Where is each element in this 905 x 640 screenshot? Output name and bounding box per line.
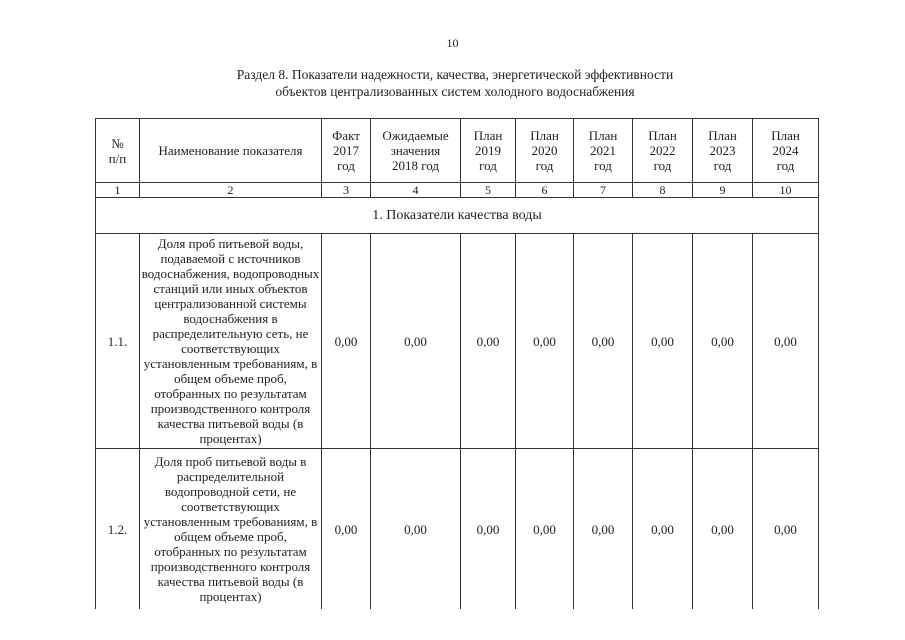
value-cell: 0,00 bbox=[371, 449, 461, 610]
header-plan-2019: План 2019 год bbox=[461, 119, 516, 183]
title-line-2: объектов централизованных систем холодного водоснабжения bbox=[275, 84, 635, 99]
value-cell: 0,00 bbox=[633, 234, 693, 449]
value-cell: 0,00 bbox=[753, 234, 819, 449]
table-row bbox=[96, 449, 819, 610]
value-cell: 0,00 bbox=[516, 449, 574, 610]
indicator-description: Доля проб питьевой воды, подаваемой с источников водоснабжения, водопроводных станций или иных объектов централизованной системы водоснабжения в распределительную сеть, не соответствующих установленным требованиям, в общем объеме проб, отобранных по результатам производственного контроля качества питьевой воды (в процентах) bbox=[140, 234, 322, 449]
section-row bbox=[96, 198, 819, 234]
header-expected-2018: Ожидаемые значения 2018 год bbox=[371, 119, 461, 183]
section-title bbox=[95, 66, 815, 100]
value-cell: 0,00 bbox=[633, 449, 693, 610]
header-no: № п/п bbox=[96, 119, 140, 183]
header-plan-2022: План 2022 год bbox=[633, 119, 693, 183]
header-plan-2023: План 2023 год bbox=[693, 119, 753, 183]
value-cell: 0,00 bbox=[322, 234, 371, 449]
title-line-1: Раздел 8. Показатели надежности, качества, энергетической эффективности bbox=[236, 67, 674, 82]
column-number: 3 bbox=[322, 183, 371, 198]
column-number: 1 bbox=[96, 183, 140, 198]
value-cell: 0,00 bbox=[322, 449, 371, 610]
column-number: 7 bbox=[574, 183, 633, 198]
value-cell: 0,00 bbox=[461, 234, 516, 449]
column-number: 4 bbox=[371, 183, 461, 198]
value-cell: 0,00 bbox=[753, 449, 819, 610]
indicators-table bbox=[95, 118, 819, 609]
table-row bbox=[96, 234, 819, 449]
page-number: 10 bbox=[446, 36, 459, 50]
header-plan-2021: План 2021 год bbox=[574, 119, 633, 183]
column-number: 8 bbox=[633, 183, 693, 198]
value-cell: 0,00 bbox=[516, 234, 574, 449]
column-number: 10 bbox=[753, 183, 819, 198]
indicator-description: Доля проб питьевой воды в распределительной водопроводной сети, не соответствующих установленным требованиям, в общем объеме проб, отобранных по результатам производственного контроля качества питьевой воды (в процентах) bbox=[140, 449, 322, 610]
column-number: 2 bbox=[140, 183, 322, 198]
column-number-row bbox=[96, 183, 819, 198]
header-fact-2017: Факт 2017 год bbox=[322, 119, 371, 183]
column-number: 5 bbox=[461, 183, 516, 198]
column-number: 9 bbox=[693, 183, 753, 198]
value-cell: 0,00 bbox=[574, 449, 633, 610]
table-header-row bbox=[96, 119, 819, 183]
column-number: 6 bbox=[516, 183, 574, 198]
row-number: 1.2. bbox=[96, 449, 140, 610]
value-cell: 0,00 bbox=[461, 449, 516, 610]
section-heading: 1. Показатели качества воды bbox=[96, 198, 819, 234]
value-cell: 0,00 bbox=[371, 234, 461, 449]
row-number: 1.1. bbox=[96, 234, 140, 449]
header-name: Наименование показателя bbox=[140, 119, 322, 183]
value-cell: 0,00 bbox=[693, 234, 753, 449]
value-cell: 0,00 bbox=[574, 234, 633, 449]
value-cell: 0,00 bbox=[693, 449, 753, 610]
header-plan-2020: План 2020 год bbox=[516, 119, 574, 183]
header-plan-2024: План 2024 год bbox=[753, 119, 819, 183]
